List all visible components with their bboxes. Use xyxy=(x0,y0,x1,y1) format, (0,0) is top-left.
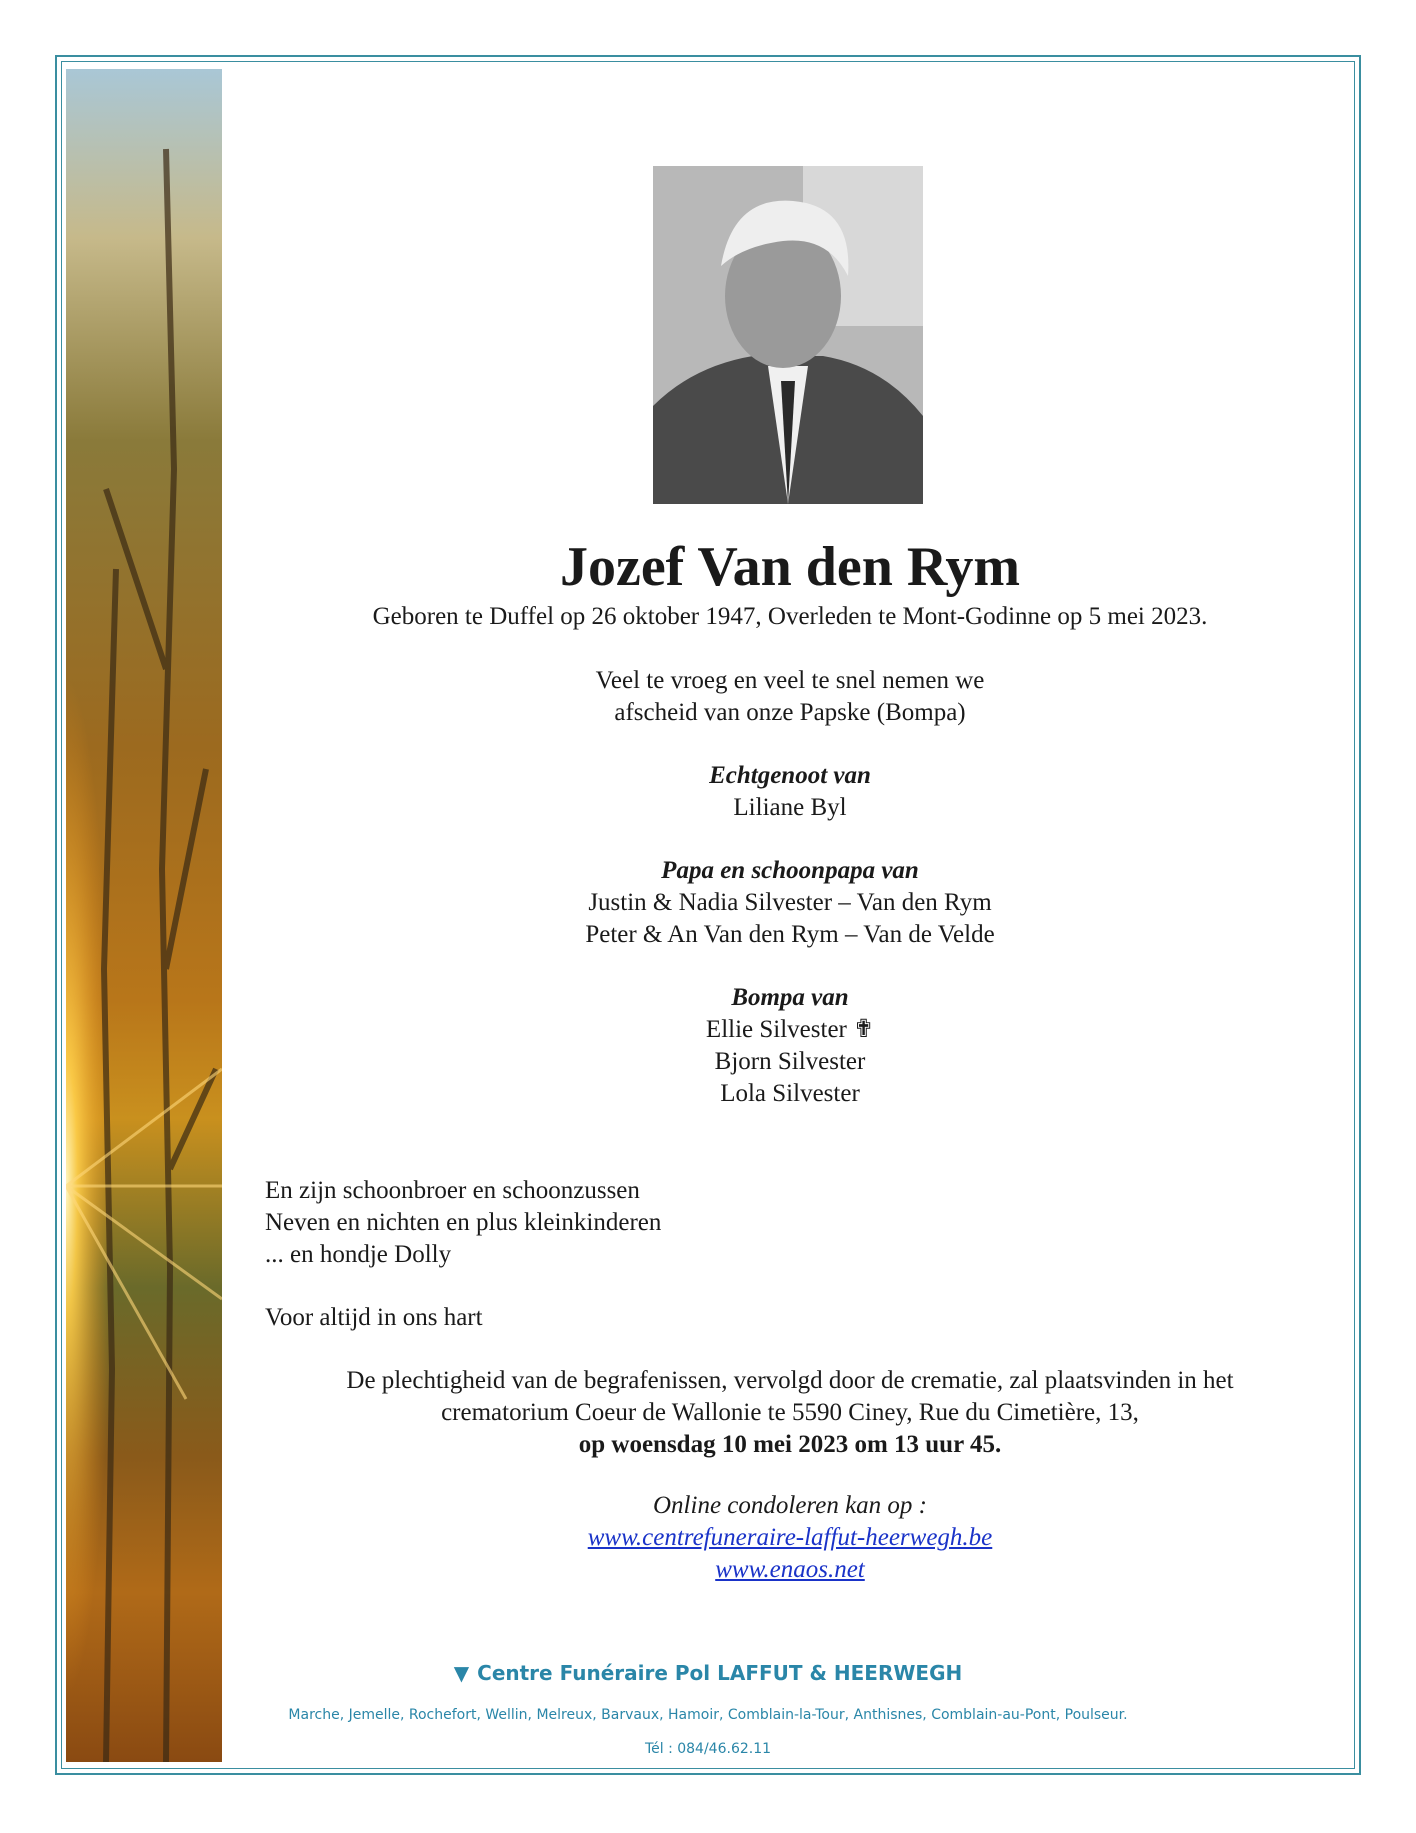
closing-line: Voor altijd in ons hart xyxy=(265,1304,483,1331)
portrait-photo xyxy=(653,166,923,504)
condolence-link-enaos[interactable]: www.enaos.net xyxy=(715,1556,865,1583)
child-name: Peter & An Van den Rym – Van de Velde xyxy=(585,921,995,948)
condolences-label: Online condoleren kan op : xyxy=(653,1492,927,1519)
funeral-home-title: ▼ Centre Funéraire Pol LAFFUT & HEERWEGH xyxy=(453,1661,963,1685)
ceremony-datetime: op woensdag 10 mei 2023 om 13 uur 45. xyxy=(578,1431,1002,1458)
grandchildren-section xyxy=(240,982,1340,1110)
spouse-heading: Echtgenoot van xyxy=(709,762,871,789)
spouse-section xyxy=(240,760,1340,824)
deceased-name: Jozef Van den Rym xyxy=(559,536,1021,598)
children-section xyxy=(240,855,1340,951)
extended-family: En zijn schoonbroer en schoonzussen Neven en nichten en plus kleinkinderen ... en hondje Dolly xyxy=(265,1177,662,1268)
condolences-section xyxy=(240,1490,1340,1586)
intro-text: Veel te vroeg en veel te snel nemen we afscheid van onze Papske (Bompa) xyxy=(595,667,985,726)
birth-death-dates: Geboren te Duffel op 26 oktober 1947, Overleden te Mont-Godinne op 5 mei 2023. xyxy=(372,603,1208,630)
autumn-forest-photo xyxy=(66,69,222,1762)
funeral-home-phone: Tél : 084/46.62.11 xyxy=(644,1741,772,1757)
grandchild-name: Ellie Silvester ✟ xyxy=(705,1016,875,1043)
condolence-link-funeral-home[interactable]: www.centrefuneraire-laffut-heerwegh.be xyxy=(587,1524,993,1551)
ceremony-info: De plechtigheid van de begrafenissen, vervolgd door de crematie, zal plaatsvinden in het crematorium Coeur de Wallonie te 5590 Ciney, Rue du Cimetière, 13, op woensdag 10 mei 2023 om 13 uur 45. xyxy=(240,1365,1340,1461)
spouse-name: Liliane Byl xyxy=(733,794,847,821)
children-heading: Papa en schoonpapa van xyxy=(661,857,919,884)
child-name: Justin & Nadia Silvester – Van den Rym xyxy=(588,889,992,916)
grandchild-name: Lola Silvester xyxy=(720,1080,860,1107)
grandchild-name: Bjorn Silvester xyxy=(714,1048,866,1075)
grandchildren-heading: Bompa van xyxy=(731,984,849,1011)
funeral-home-locations: Marche, Jemelle, Rochefort, Wellin, Melreux, Barvaux, Hamoir, Comblain-la-Tour, Anthisnes, Comblain-au-Pont, Poulseur. xyxy=(288,1707,1128,1723)
triangle-down-icon: ▼ xyxy=(453,1661,470,1685)
